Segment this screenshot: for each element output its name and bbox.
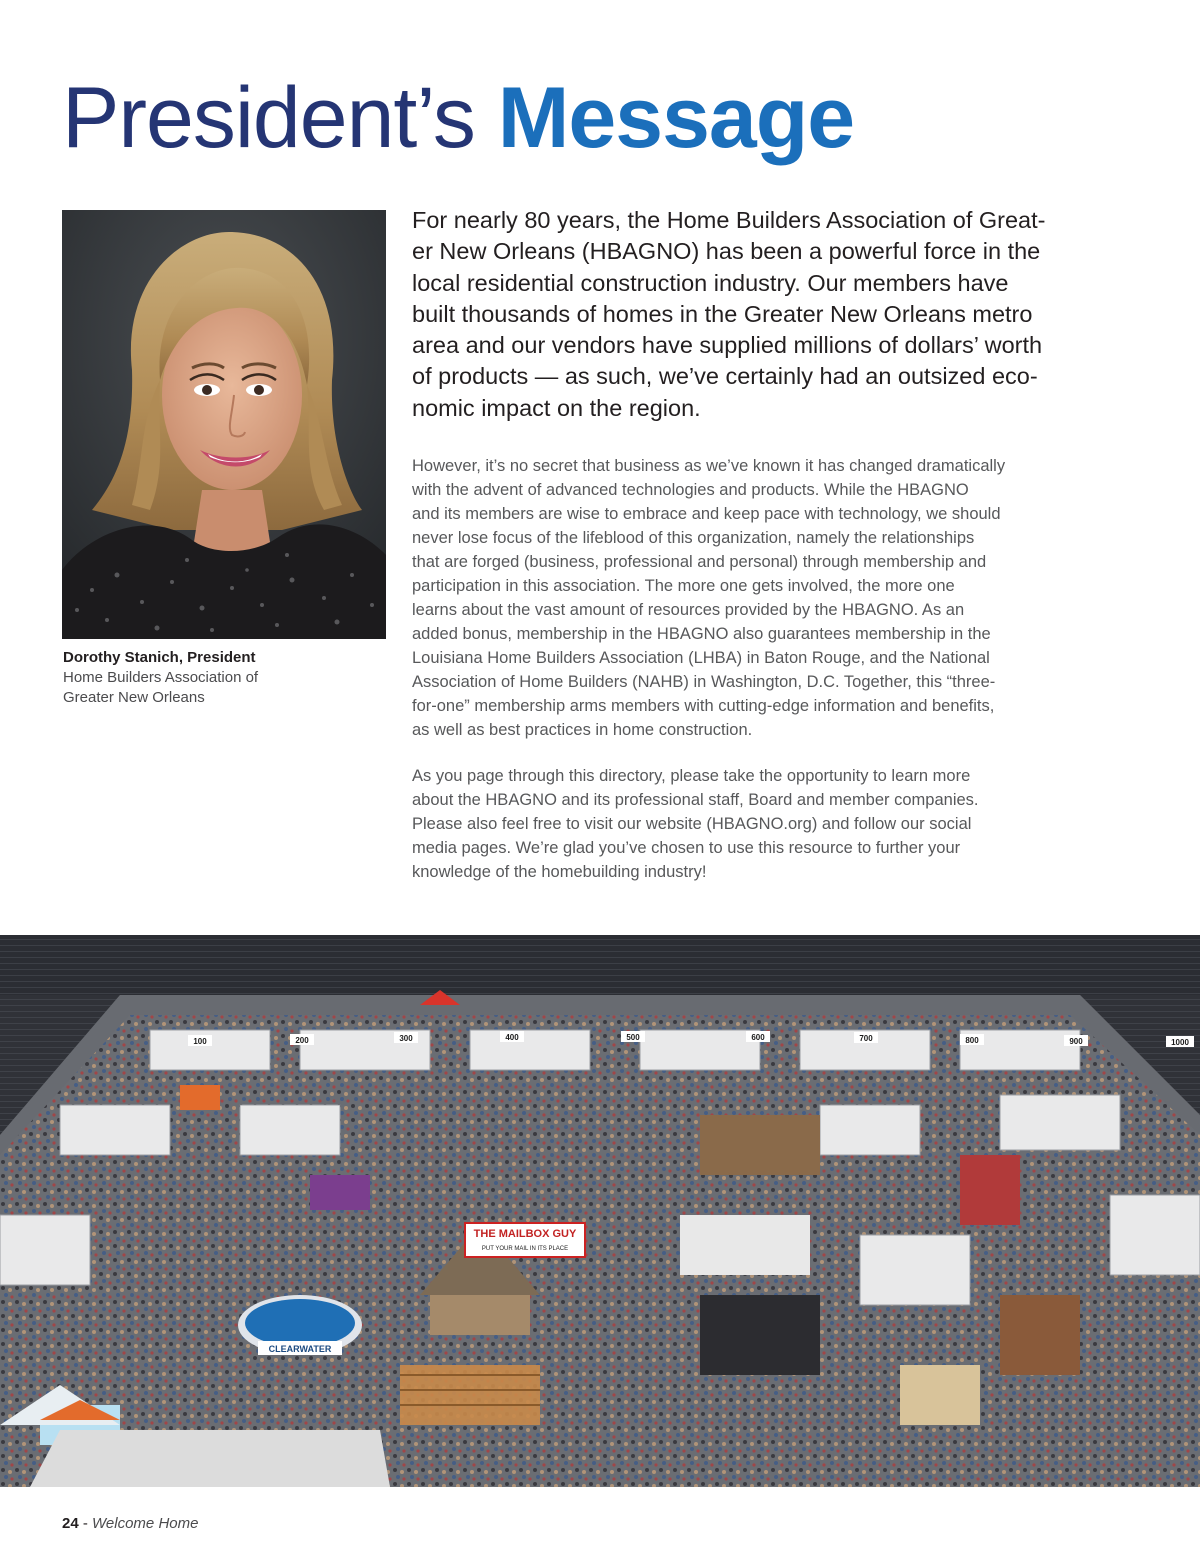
president-portrait [62, 210, 386, 639]
page-title-light: President’s [62, 70, 475, 166]
body-line: participation in this association. The more one gets involved, the more one [412, 577, 955, 595]
page-title-bold: Message [497, 70, 855, 166]
aisle-sign: 100 [193, 1037, 207, 1046]
lead-line: For nearly 80 years, the Home Builders Association of Great- [412, 207, 1046, 233]
body-line: for-one” membership arms members with cutting-edge information and benefits, [412, 697, 995, 715]
page-title [62, 70, 854, 166]
body-line: Louisiana Home Builders Association (LHBA) in Baton Rouge, and the National [412, 649, 990, 667]
aisle-sign: 400 [505, 1033, 519, 1042]
aisle-sign: 1000 [1171, 1038, 1189, 1047]
body-line: Please also feel free to visit our website (HBAGNO.org) and follow our social [412, 815, 972, 833]
banner-subtitle: PUT YOUR MAIL IN ITS PLACE [481, 1246, 569, 1252]
aisle-sign: 500 [626, 1033, 640, 1042]
body-paragraph-1 [412, 454, 1102, 742]
body-line: about the HBAGNO and its professional staff, Board and member companies. [412, 791, 979, 809]
aisle-sign: 300 [399, 1034, 413, 1043]
body-line: Association of Home Builders (NAHB) in Washington, D.C. Together, this “three- [412, 673, 996, 691]
aisle-sign: 600 [751, 1033, 765, 1042]
trade-show-photo [0, 935, 1200, 1487]
aisle-sign: 200 [295, 1036, 309, 1045]
aisle-sign: 700 [859, 1034, 873, 1043]
body-line: learns about the vast amount of resources provided by the HBAGNO. As an [412, 601, 965, 619]
body-line: with the advent of advanced technologies and products. While the HBAGNO [412, 481, 969, 499]
page-number: 24 [62, 1515, 79, 1532]
pool-sign: CLEARWATER [268, 1344, 332, 1354]
publication-name: Welcome Home [92, 1515, 199, 1532]
page-footer [62, 1514, 198, 1534]
lead-line: nomic impact on the region. [412, 394, 701, 421]
banner-title: THE MAILBOX GUY [473, 1228, 577, 1240]
body-paragraph-2 [412, 764, 1102, 884]
body-line: added bonus, membership in the HBAGNO also guarantees membership in the [412, 625, 991, 643]
lead-line: built thousands of homes in the Greater New Orleans metro [412, 300, 1033, 327]
portrait-caption [63, 648, 363, 708]
caption-name: Dorothy Stanich, President [63, 649, 256, 666]
body-line: knowledge of the homebuilding industry! [412, 863, 707, 881]
body-line: as well as best practices in home construction. [412, 721, 753, 739]
aisle-sign: 800 [965, 1036, 979, 1045]
lead-line: local residential construction industry. Our members have [412, 269, 1009, 296]
body-line: that are forged (business, professional and personal) through membership and [412, 553, 987, 571]
lead-line: er New Orleans (HBAGNO) has been a powerful force in the [412, 238, 1041, 265]
body-line: media pages. We’re glad you’ve chosen to use this resource to further your [412, 839, 961, 857]
body-line: never lose focus of the lifeblood of this organization, namely the relationships [412, 529, 975, 547]
caption-org-line: Home Builders Association of [63, 669, 259, 686]
portrait-illustration [62, 210, 386, 639]
body-line: and its members are wise to embrace and keep pace with technology, we should [412, 505, 1001, 523]
body-line: As you page through this directory, please take the opportunity to learn more [412, 767, 971, 785]
lead-paragraph [412, 205, 1112, 424]
trade-show-illustration [0, 935, 1200, 1487]
body-line: However, it’s no secret that business as we’ve known it has changed dramatically [412, 457, 1006, 475]
footer-separator: - [78, 1515, 93, 1532]
caption-org-line: Greater New Orleans [63, 689, 205, 706]
lead-line: area and our vendors have supplied millions of dollars’ worth [412, 332, 1043, 359]
aisle-sign: 900 [1069, 1037, 1083, 1046]
lead-line: of products — as such, we’ve certainly had an outsized eco- [412, 363, 1038, 390]
